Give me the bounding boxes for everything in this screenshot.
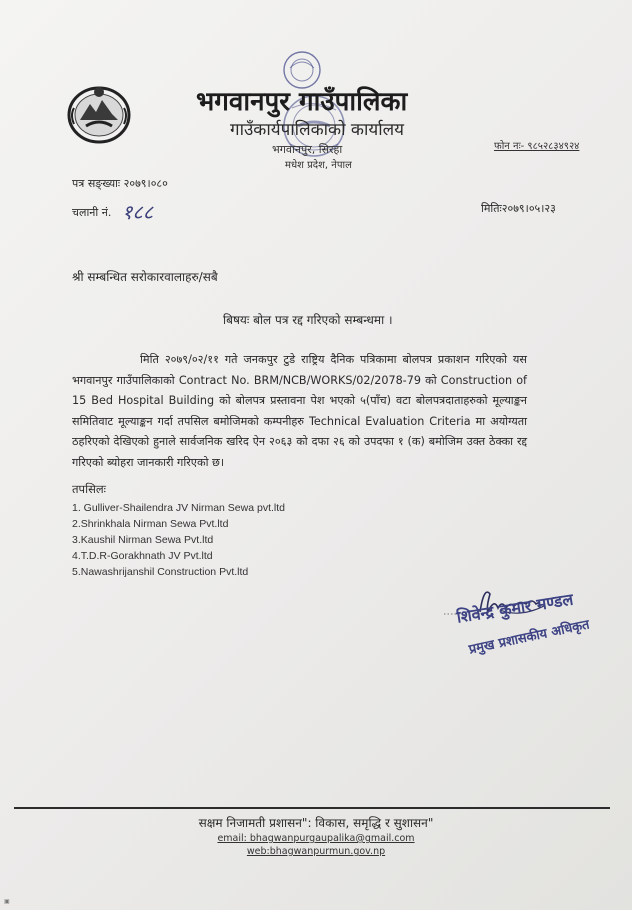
municipality-name: भगवानपुर गाउँपालिका bbox=[196, 87, 408, 117]
dispatch-number-handwritten: १८८ bbox=[122, 200, 154, 224]
office-name: गाउँकार्यपालिकाको कार्यालय bbox=[230, 120, 405, 140]
bidder-list bbox=[72, 500, 285, 580]
annex-label: तपसिलः bbox=[72, 482, 106, 496]
letter-body bbox=[72, 350, 527, 473]
list-item: 4.T.D.R-Gorakhnath JV Pvt.ltd bbox=[72, 550, 213, 562]
signatory-name-stamp: शिवेन्द्र कुमार मण्डल bbox=[455, 589, 575, 627]
subject-line: बिषयः बोल पत्र रद्द गरिएको सम्बन्धमा । bbox=[223, 313, 393, 327]
reference-number: पत्र सङ्ख्याः २०७९।०८० bbox=[72, 177, 168, 190]
footer-slogan: सक्षम निजामती प्रशासन": विकास, समृद्धि र सुशासन" bbox=[198, 816, 434, 830]
phone-number: फोन नः- ९८५२८३४९२४ bbox=[494, 141, 580, 152]
letter-date: मितिः२०७९।०५।२३ bbox=[481, 202, 556, 215]
nepal-government-emblem-icon bbox=[66, 82, 132, 144]
footer-email: email: bhagwanpurgaupalika@gmail.com bbox=[217, 833, 415, 844]
body-text: मिति २०७९/०२/११ गते जनकपुर टुडे राष्ट्रिय दैनिक पत्रिकामा बोलपत्र प्रकाशन गरिएको यस भगवानपुर गाउँपालिकाको Contract No. BRM/NCB/WORKS/02/2078-79 को Construction of 15 Bed Hospital Building को बोलपत्र प्रस्तावना पेश भएको ५(पाँच) वटा बोलपत्रदाताहरुको मूल्याङ्कन समितिवाट मूल्याङ्कन गर्दा तपसिल बमोजिमको कम्पनीहरु Technical Evaluation Criteria मा अयोग्यता ठहरिएको देखिएको हुनाले सार्वजनिक खरिद ऐन २०६३ को दफा २६ को उपदफा १ (क) बमोजिम उक्त ठेक्का रद्द गरिएको ब्योहरा जानकारी गरिएको छ। bbox=[72, 353, 527, 469]
signatory-title-stamp: प्रमुख प्रशासकीय अधिकृत bbox=[467, 617, 591, 658]
list-item: 5.Nawashrijanshil Construction Pvt.ltd bbox=[72, 566, 249, 578]
dispatch-label: चलानी नं. bbox=[72, 206, 112, 219]
footer-divider bbox=[14, 807, 610, 809]
list-item: 1. Gulliver-Shailendra JV Nirman Sewa pvt.ltd bbox=[72, 502, 286, 514]
office-province: मधेश प्रदेश, नेपाल bbox=[285, 160, 352, 171]
list-item: 3.Kaushil Nirman Sewa Pvt.ltd bbox=[72, 534, 214, 546]
addressee: श्री सम्बन्धित सरोकारवालाहरु/सबै bbox=[72, 270, 218, 284]
office-address: भगवानपुर, सिरहा bbox=[272, 143, 343, 156]
footer-website: web:bhagwanpurmun.gov.np bbox=[246, 846, 386, 857]
scanner-watermark-icon: ▣ bbox=[4, 899, 10, 905]
list-item: 2.Shrinkhala Nirman Sewa Pvt.ltd bbox=[72, 518, 229, 530]
